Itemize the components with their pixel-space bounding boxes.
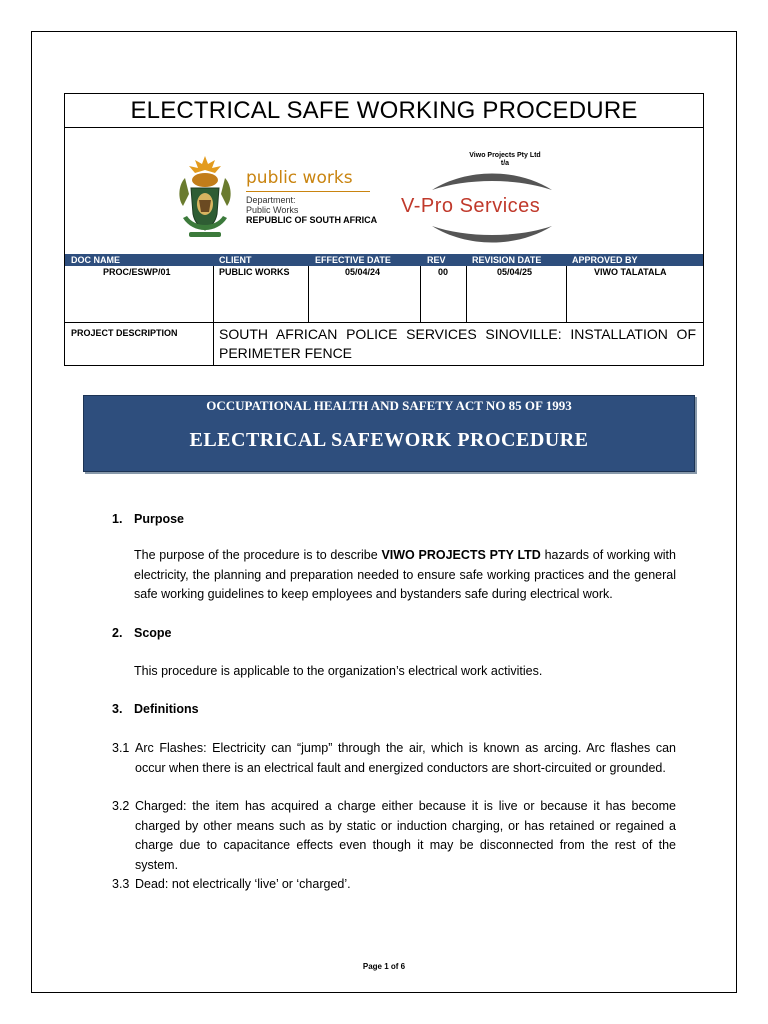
section-title: Scope — [134, 626, 172, 640]
column-divider — [566, 266, 567, 322]
info-table-header-row — [65, 254, 703, 266]
value-approved-by: VIWO TALATALA — [594, 267, 667, 277]
act-banner — [83, 395, 695, 472]
public-works-divider — [246, 191, 370, 192]
banner-act-title: OCCUPATIONAL HEALTH AND SAFETY ACT NO 85 OF 1993 — [206, 398, 572, 413]
section-number: 3. — [112, 702, 123, 716]
header-doc-name: DOC NAME — [71, 255, 120, 265]
value-effective-date: 05/04/24 — [345, 267, 381, 277]
page-number: Page 1 of 6 — [362, 962, 406, 971]
project-description-text: SOUTH AFRICAN POLICE SERVICES SINOVILLE: INSTALLATION OF PERIMETER FENCE — [219, 326, 696, 361]
coat-of-arms-icon — [175, 154, 235, 240]
value-revision-date: 05/04/25 — [497, 267, 533, 277]
definition-number: 3.3 — [112, 877, 130, 891]
vpro-ta-line: t/a — [500, 160, 510, 167]
column-divider — [420, 266, 421, 322]
department-label: Department: — [246, 195, 296, 205]
header-rev: REV — [427, 255, 446, 265]
definition-arc-flashes: Arc Flashes: Electricity can “jump” through the air, which is known as arcing. Arc flashes can occur when there is an electrical fault and energized conductors are short-circuited or grounded. — [135, 741, 676, 775]
column-divider — [308, 266, 309, 322]
value-client: PUBLIC WORKS — [219, 267, 290, 277]
project-description-row — [65, 323, 703, 365]
document-title: ELECTRICAL SAFE WORKING PROCEDURE — [65, 94, 703, 128]
logo-row — [65, 128, 703, 248]
section-heading-scope — [112, 626, 172, 640]
vpro-services-wordmark: V-Pro Services — [401, 195, 541, 217]
definition-charged: Charged: the item has acquired a charge either because it is live or because it has become charged by other means such as by static or induction charging, or has retained or regained a charge due to capacitance effects even though it may be disconnected from the rest of the system. — [135, 799, 676, 872]
definition-dead: Dead: not electrically ‘live’ or ‘charged’. — [135, 877, 351, 891]
section-title: Purpose — [134, 512, 185, 526]
vpro-company-line: Viwo Projects Pty Ltd — [469, 152, 541, 159]
definition-number: 3.1 — [112, 741, 130, 755]
header-effective-date: EFFECTIVE DATE — [315, 255, 391, 265]
definition-number: 3.2 — [112, 799, 130, 813]
purpose-paragraph — [134, 546, 676, 605]
purpose-text-start: The purpose of the procedure is to describe — [134, 548, 382, 562]
section-number: 2. — [112, 626, 123, 640]
value-doc-name: PROC/ESWP/01 — [103, 267, 171, 277]
info-table-value-row — [65, 266, 703, 323]
purpose-company-name: VIWO PROJECTS PTY LTD — [381, 548, 541, 562]
scope-paragraph: This procedure is applicable to the organization’s electrical work activities. — [134, 664, 543, 678]
section-title: Definitions — [134, 702, 199, 716]
project-description-label: PROJECT DESCRIPTION — [71, 328, 178, 338]
purpose-text-end: hazards of working with electricity, the planning and preparation needed to ensure safe working practices and the general safe working guidelines to keep employees and bystanders safe during electrical work. — [134, 548, 676, 601]
section-heading-purpose — [112, 512, 184, 526]
department-unit: Public Works — [246, 205, 299, 215]
header-revision-date: REVISION DATE — [472, 255, 542, 265]
value-rev: 00 — [438, 267, 449, 277]
column-divider — [466, 266, 467, 322]
section-number: 1. — [112, 512, 123, 526]
document-header-table — [64, 93, 704, 366]
header-approved-by: APPROVED BY — [572, 255, 638, 265]
section-heading-definitions — [112, 702, 199, 716]
public-works-department — [246, 195, 377, 225]
department-country: REPUBLIC OF SOUTH AFRICA — [246, 215, 378, 225]
header-client: CLIENT — [219, 255, 252, 265]
column-divider — [213, 323, 214, 365]
banner-procedure-title: ELECTRICAL SAFEWORK PROCEDURE — [189, 429, 589, 451]
column-divider — [213, 266, 214, 322]
public-works-wordmark: public works — [246, 168, 353, 188]
